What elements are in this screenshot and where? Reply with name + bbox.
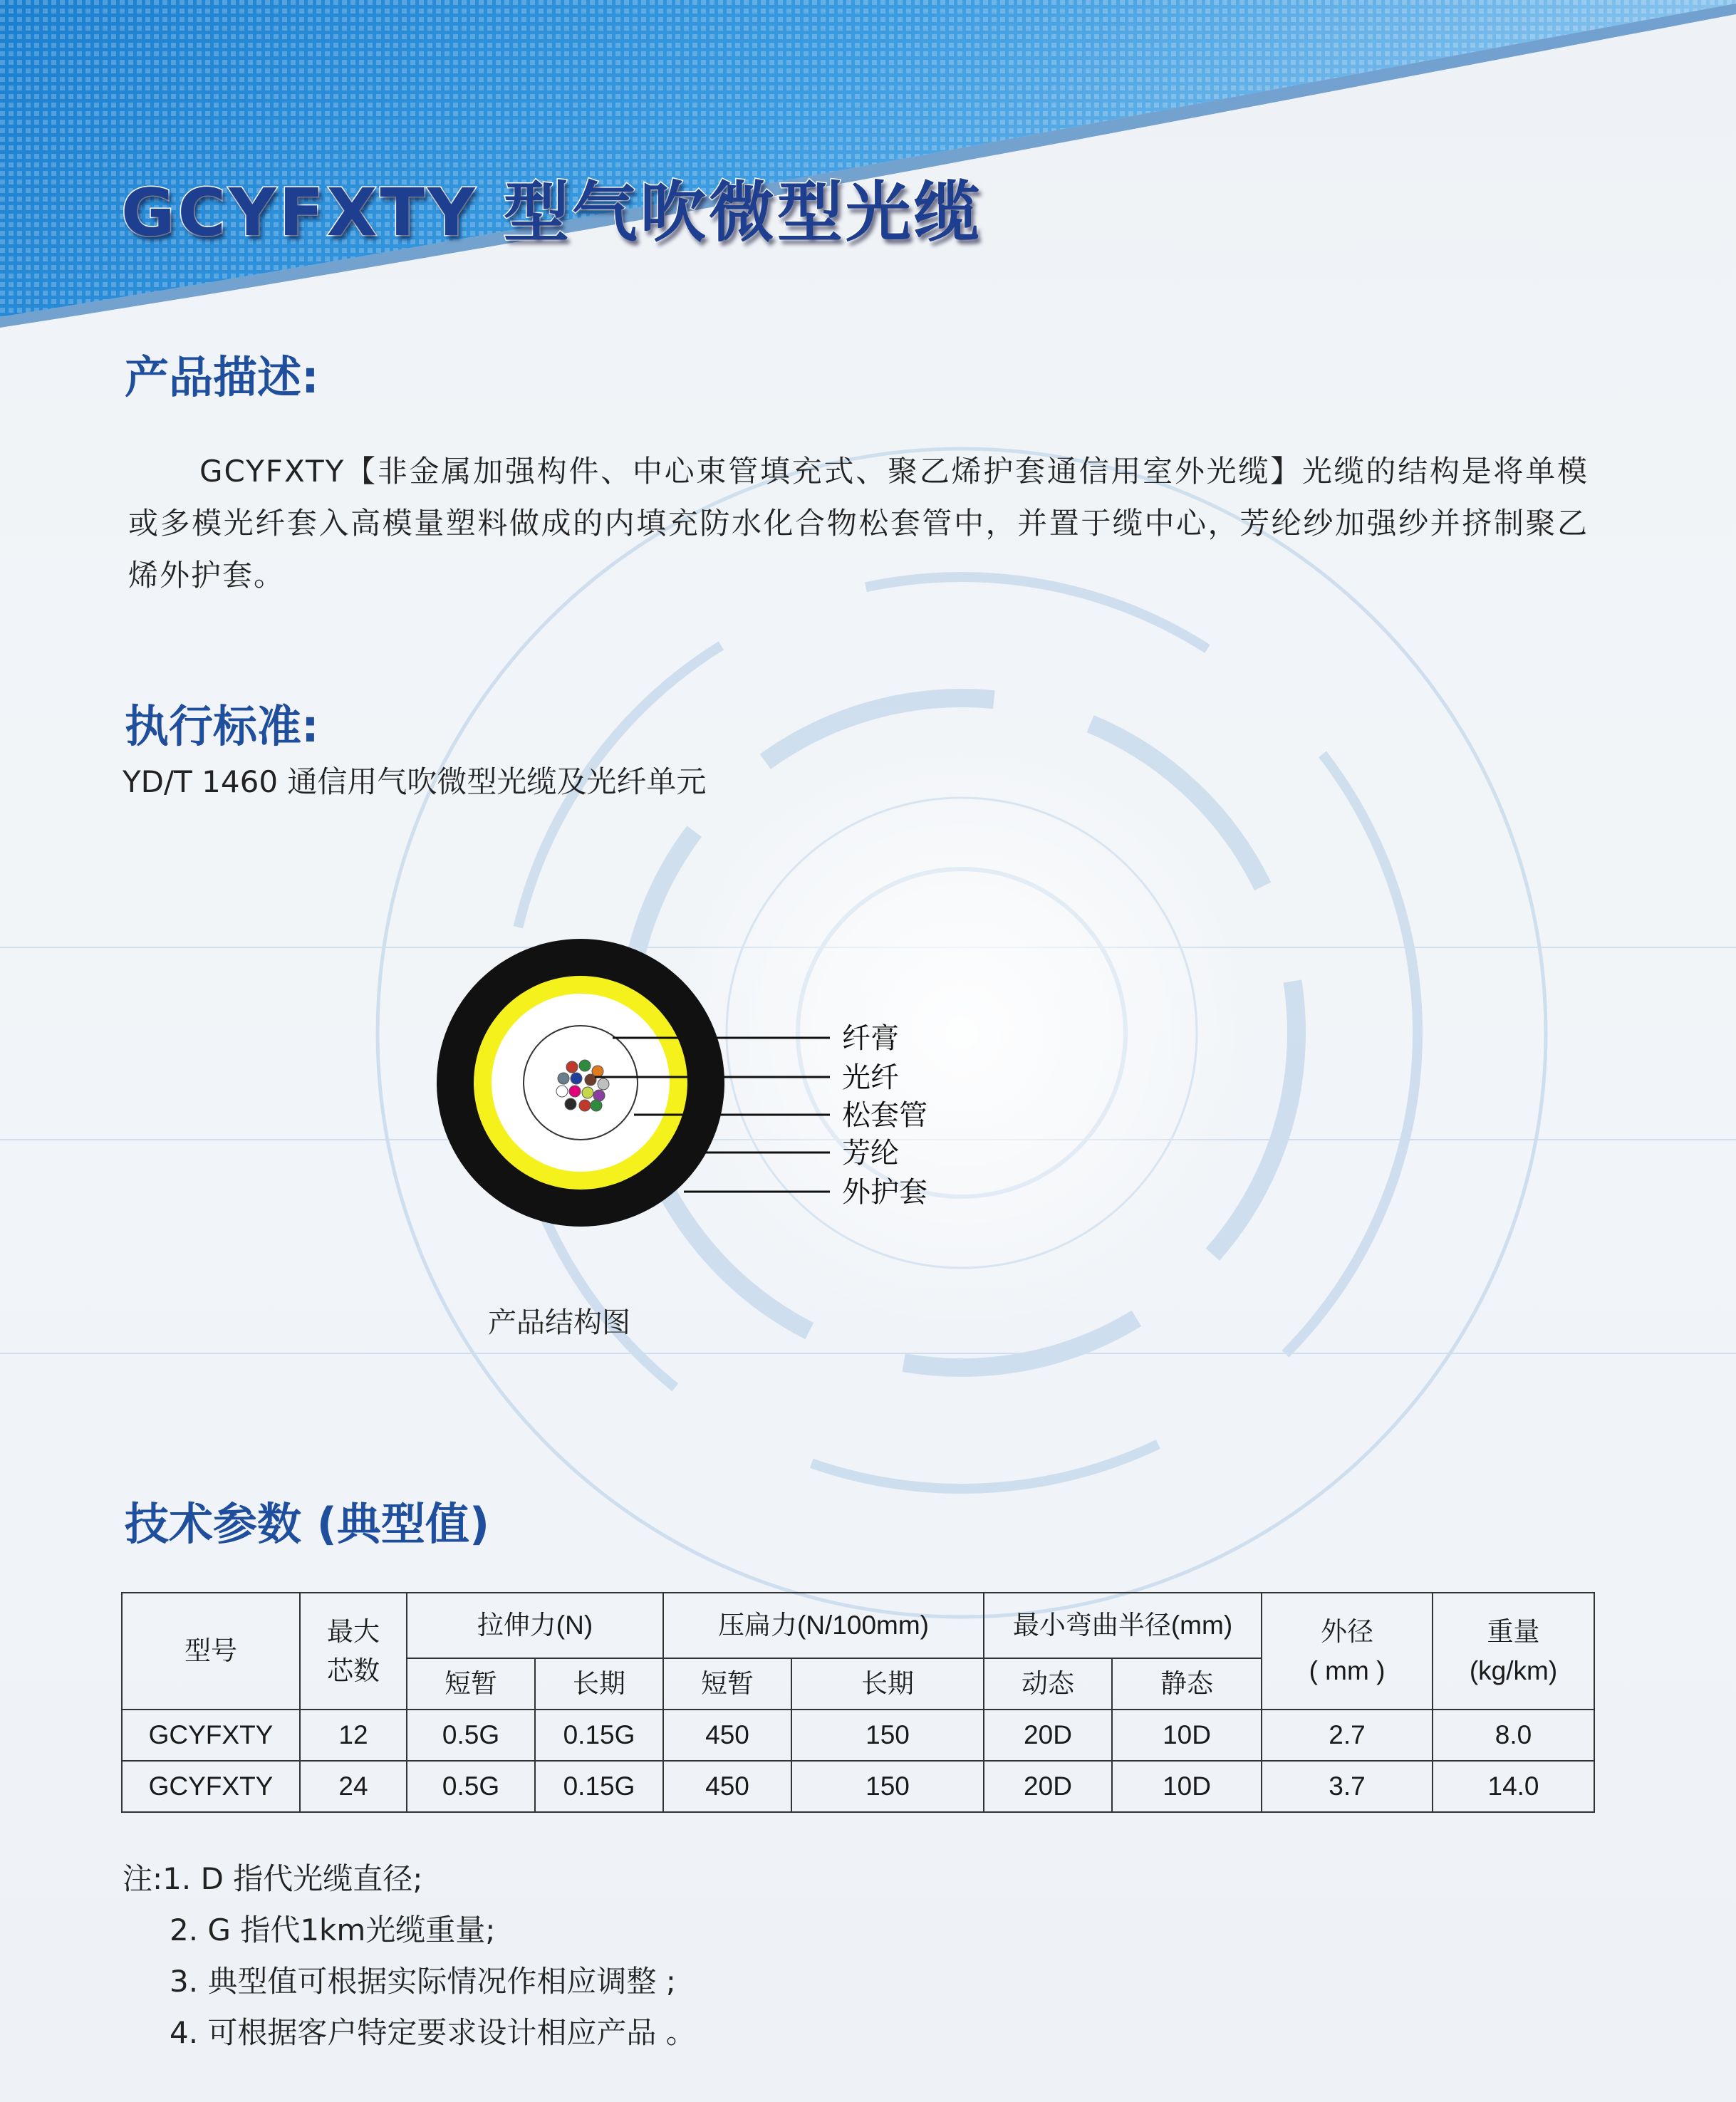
fiber	[585, 1074, 596, 1086]
standard-heading: 执行标准:	[125, 700, 319, 752]
cell-bend-dynamic: 20D	[984, 1761, 1112, 1812]
cell-cores: 24	[300, 1761, 407, 1812]
label-outer-jacket: 外护套	[842, 1176, 927, 1209]
fiber	[571, 1073, 582, 1084]
label-loose-tube: 松套管	[842, 1099, 927, 1132]
header-tensile-short: 短暂	[407, 1658, 535, 1710]
cable-structure-diagram	[435, 926, 969, 1247]
fiber	[566, 1061, 578, 1073]
description-heading: 产品描述:	[125, 351, 319, 403]
fiber	[582, 1087, 593, 1098]
cell-cores: 12	[300, 1710, 407, 1761]
cell-bend-static: 10D	[1112, 1710, 1262, 1761]
cell-tensile-short: 0.5G	[407, 1710, 535, 1761]
cell-bend-static: 10D	[1112, 1761, 1262, 1812]
label-aramid: 芳纶	[842, 1137, 899, 1170]
header-bend-radius: 最小弯曲半径(mm)	[984, 1593, 1262, 1658]
header-diameter: 外径 ( mm )	[1262, 1593, 1433, 1710]
standard-text: YD/T 1460 通信用气吹微型光缆及光纤单元	[123, 764, 707, 799]
cell-crush-long: 150	[791, 1710, 984, 1761]
cell-weight: 14.0	[1433, 1761, 1594, 1812]
fiber	[579, 1060, 591, 1071]
page-title: GCYFXTY 型气吹微型光缆	[121, 175, 982, 251]
cell-crush-short: 450	[663, 1710, 791, 1761]
structure-caption: 产品结构图	[488, 1306, 630, 1339]
note-2: 2. G 指代1km光缆重量;	[170, 1913, 496, 1947]
cell-weight: 8.0	[1433, 1710, 1594, 1761]
fiber	[565, 1098, 576, 1110]
header-bend-static: 静态	[1112, 1658, 1262, 1710]
description-text: GCYFXTY【非金属加强构件、中心束管填充式、聚乙烯护套通信用室外光缆】光缆的结构是将单模或多模光纤套入高模量塑料做成的内填充防水化合物松套管中，并置于缆中心，芳纶纱加强纱并挤制聚乙烯外护套。	[128, 454, 1589, 593]
header-max-cores: 最大 芯数	[300, 1593, 407, 1710]
header-weight: 重量 (kg/km)	[1433, 1593, 1594, 1710]
cell-diameter: 2.7	[1262, 1710, 1433, 1761]
fiber	[558, 1073, 569, 1084]
header-model: 型号	[122, 1593, 300, 1710]
header-crush-long: 长期	[791, 1658, 984, 1710]
fiber	[591, 1100, 602, 1111]
cell-bend-dynamic: 20D	[984, 1710, 1112, 1761]
header-crush-short: 短暂	[663, 1658, 791, 1710]
note-4: 4. 可根据客户特定要求设计相应产品 。	[170, 2015, 696, 2050]
fiber	[593, 1090, 605, 1101]
note-1: 注:1. D 指代光缆直径;	[123, 1861, 423, 1896]
header-tensile-long: 长期	[535, 1658, 663, 1710]
label-optical-fiber: 光纤	[842, 1061, 899, 1094]
table-row	[122, 1761, 1594, 1812]
cell-tensile-long: 0.15G	[535, 1710, 663, 1761]
table-header-row	[122, 1593, 1594, 1658]
fiber	[569, 1086, 581, 1097]
note-3: 3. 典型值可根据实际情况作相应调整 ;	[170, 1964, 676, 1999]
fiber	[579, 1100, 591, 1111]
header-crush: 压扁力(N/100mm)	[663, 1593, 984, 1658]
cell-diameter: 3.7	[1262, 1761, 1433, 1812]
cell-tensile-long: 0.15G	[535, 1761, 663, 1812]
cell-model: GCYFXTY	[122, 1761, 300, 1812]
table-row	[122, 1710, 1594, 1761]
cell-crush-long: 150	[791, 1761, 984, 1812]
parameters-table	[121, 1592, 1595, 1813]
fiber	[598, 1078, 609, 1090]
cell-model: GCYFXTY	[122, 1710, 300, 1761]
header-bend-dynamic: 动态	[984, 1658, 1112, 1710]
fiber	[556, 1086, 568, 1097]
label-fiber-gel: 纤膏	[842, 1022, 899, 1055]
params-heading: 技术参数 (典型值)	[125, 1498, 490, 1550]
cell-tensile-short: 0.5G	[407, 1761, 535, 1812]
cell-crush-short: 450	[663, 1761, 791, 1812]
header-tensile: 拉伸力(N)	[407, 1593, 663, 1658]
